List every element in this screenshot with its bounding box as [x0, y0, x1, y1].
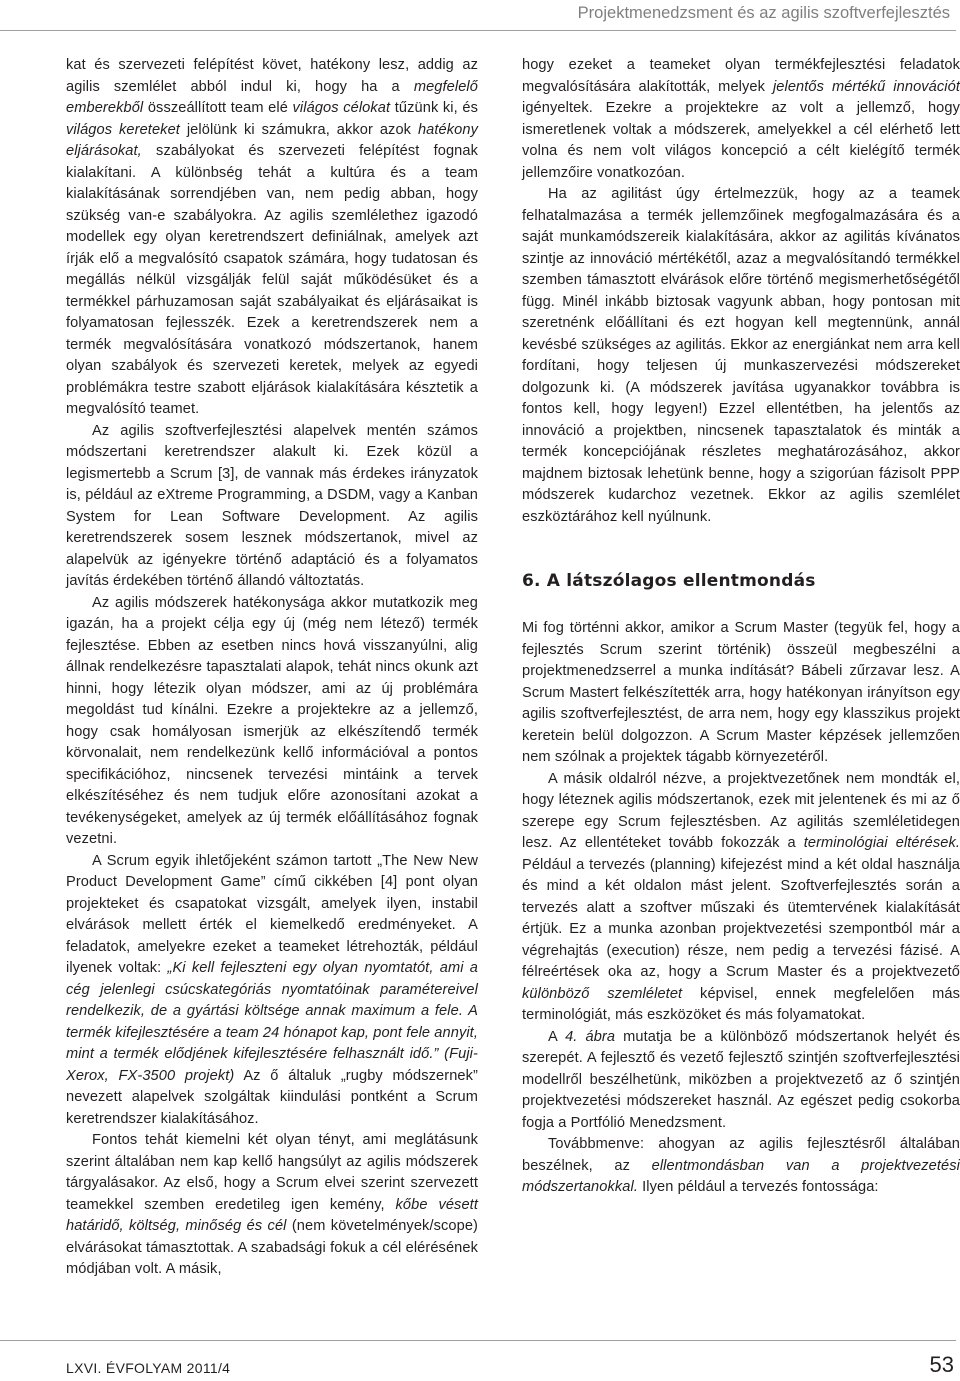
paragraph: [522, 1027, 960, 1135]
paragraph: [66, 593, 478, 851]
text-run: szabályokat és szervezeti felépítést fognak kialakítani. A különbség tehát a kultúra és a team kialakításának sorrendjében van, nem pedig abban, hogy szükség van-e szabályokra. Az agilis szemlélethez igazodó modellek egy olyan keretrendszert definiálnak, amelyek azt írják elő a megvalósító csapatok számára, hogy tudatosan és megállás nélkül vizsgálják felül saját működésüket és a termékkel párhuzamosan saját szabályaikat és eljárásaikat is folyamatosan fejlesszék. Ezek a keretrendszerek nem a termék megvalósítására vonatkozó módszertanok, hanem olyan szabályok és szervezeti keretek, melyek az egyedi problémákra testre szabott eljárások kialakítására késztetik a megvalósító teamet.: [66, 143, 478, 417]
paragraph: [522, 1134, 960, 1199]
text-run: Mi fog történni akkor, amikor a Scrum Master (tegyük fel, hogy a fejlesztés Scrum szerint történik) összeül megbeszélni a projektmenedzserrel a munka indítását? Bábeli zűrzavar lesz. A Scrum Mastert felkészítették arra, hogy hatékonyan irányítson egy agilis szoftverfejlesztést, de arra nem, hogy egy klasszikus projekt keretein belül dolgozzon. A Scrum Master képzések jellemzően nem szólnak a projektek tágabb környezetéről.: [522, 620, 960, 765]
text-run: összeállított team elé: [143, 100, 293, 116]
paragraph: [66, 421, 478, 593]
text-run: Az agilis szoftverfejlesztési alapelvek mentén számos módszertani keretrendszer alakult ki. Ezek közül a legismertebb a Scrum [3], de vannak más érdekes irányzatok is, például az eXtreme Programming, a DSDM, vagy a Kanban System for Lean Software Development. Az agilis keretrendszerek sosem lesznek módszertanok, mivel az alapelvük az igényekre történő adaptáció és a folyamatos javítás érdekében történő állandó változtatás.: [66, 422, 478, 589]
italic-run: világos kereteket: [66, 121, 180, 138]
text-run: mutatja be a különböző módszertanok helyét és szerepét. A fejlesztő és vezető fejlesztő szintjén szoftverfejlesztési modellről beszélhetünk, miközben a projektvezető az ő szintjén projektvezetési módszereket használ. Az egészet pedig csokorba fogja a Portfólió Menedzsment.: [522, 1028, 960, 1131]
page-number: 53: [929, 1352, 954, 1377]
text-run: hogy ezeket a teameket olyan termékfejlesztési feladatok megvalósítására alakították, melyek: [522, 57, 960, 95]
italic-run: megfelelő emberekből: [66, 78, 478, 116]
text-run: képvisel, ennek megfelelően más terminológiát, más eszközöket és más folyamatokat.: [522, 985, 960, 1023]
paragraph: [66, 55, 478, 421]
paragraph: [66, 1130, 478, 1281]
text-run: Ha az agilitást úgy értelmezzük, hogy az a teamek felhatalmazása a termék jellemzőinek megfogalmazására és a saját munkamódszereik kialakítására, akkor az agilitás kívánatos szintje az innováció mértékétől, azaz a megvalósítandó termékkel szemben támasztott elvárások előre történő megismerhetőségétől függ. Minél inkább biztosak vagyunk abban, hogy pontosan mit szeretnénk előállítani és ezt hogyan kell megtennünk, annál kevésbé szükséges az agilitás. Ekkor az energiánkat nem arra kell fordítani, hogy teljesen új munkaszervezési módszereket dolgozunk ki. (A módszerek javítása ugyanakkor továbbra is fontos kell, hogy legyen!) Ezzel ellentétben, ha jelentős az innováció a projektben, nincsenek tapasztalatok és minták a termék koncepciójának részletes meghatározásához, akkor majdnem biztosak lehetünk benne, hogy a szigorúan fázisolt PPP módszerek kudarchoz vezetnek. Ekkor az agilis szemlélet eszköztárához kell nyúlnunk.: [522, 186, 960, 525]
text-run: Ilyen például a tervezés fontossága:: [637, 1179, 879, 1195]
italic-run: terminológiai eltérések.: [803, 835, 960, 851]
text-run: Az agilis módszerek hatékonysága akkor mutatkozik meg igazán, ha a projekt célja egy új (még nem létező) termék fejlesztése. Ebben az esetben nincs hová visszanyúlni, alig állnak rendelkezésre tapasztalati alapok, tehát nincs okunk azt hinni, hogy létezik olyan módszer, ami az új problémára megoldást tud kínálni. Ezekre a projektekre az a jellemző, hogy csak homályosan ismerjük az elkészítendő termék körvonalait, nem rendelkezünk kellő információval a pontos specifikációhoz, nincsenek tervezési mintáink a tervek elkészítéséhez és nem tudjuk előre azonosítani azokat a tevékenységeket, amelyek az új termék előállításához fognak vezetni.: [66, 594, 478, 847]
header-divider: [0, 30, 956, 31]
text-run: Fontos tehát kiemelni két olyan tényt, ami meglátásunk szerint általában nem kap kellő hangsúlyt az agilis módszerek tárgyalásakor. Az első, hogy a Scrum elvei szerint szervezett teamekkel szemben eredetileg igen kemény,: [66, 1132, 478, 1213]
text-run: Például a tervezés (planning) kifejezést mind a két oldal használja és mind a két oldalon mást jelent. Szoftverfejlesztés során a tervezés alatt a szoftver műszaki és ütemtervének kialakítását értjük. Ez a munka azonban projektvezetési szempontból már a végrehajtás (execution) része, nem pedig a tervezési fázisé. A félreértések oka az, hogy a Scrum Master és a projektvezető: [522, 856, 960, 980]
running-title: Projektmenedzsment és az agilis szoftverfejlesztés: [577, 4, 950, 22]
paragraph: [522, 769, 960, 1027]
text-run: kat és szervezeti felépítést követ, hatékony lesz, addig az agilis szemlélet abból indul ki, hogy ha a: [66, 57, 478, 95]
italic-run: hatékony eljárásokat,: [66, 121, 478, 159]
text-run: jelölünk ki számukra, akkor azok: [179, 121, 418, 138]
italic-run: jelentős mértékű innovációt: [772, 78, 960, 95]
italic-run: ellentmondásban van a projektvezetési módszertanokkal.: [522, 1157, 960, 1195]
text-run: Továbbmenve: ahogyan az agilis fejlesztésről általában beszélnek, az: [522, 1136, 960, 1174]
text-run: igényeltek. Ezekre a projektekre az volt a jellemző, hogy ismeretlenek voltak a módszerek, amelyekkel a cél elérhető lett volna és nem volt világos koncepció a célt kielégítő termék jellemzőire vonatkozóan.: [522, 100, 960, 181]
text-run: A: [548, 1028, 566, 1045]
footer-divider: [0, 1340, 956, 1341]
right-column: [522, 55, 960, 1199]
text-run: (nem követelmények/scope) elvárásokat támasztottak. A szabadsági fokuk a cél elérésének módjában volt. A másik,: [66, 1218, 479, 1277]
italic-run: kőbe vésett határidő, költség, minőség és cél: [66, 1196, 478, 1234]
paragraph: [66, 851, 478, 1131]
paragraph: [522, 184, 960, 528]
section-heading: 6. A látszólagos ellentmondás: [522, 571, 816, 591]
paragraph: [522, 618, 960, 769]
italic-run: különböző szemléletet: [522, 985, 683, 1002]
left-column: [66, 55, 478, 1281]
text-run: Az ő általuk „rugby módszernek” nevezett alapelvek szolgáltak kiindulási pontként a Scrum keretrendszer kialakításához.: [66, 1067, 478, 1127]
italic-run: 4. ábra: [565, 1028, 616, 1045]
journal-issue: LXVI. ÉVFOLYAM 2011/4: [66, 1360, 231, 1376]
text-run: A másik oldalról nézve, a projektvezetőnek nem mondták el, hogy léteznek agilis módszertanok, ezek mit jelentenek és mi az ő szerepe egy Scrum fejlesztésben. Az agilitás szemléletidegen lesz. Az ellentéteket tovább fokozzák a: [522, 770, 960, 851]
text-run: tűzünk ki, és: [390, 100, 478, 116]
italic-run: „Ki kell fejleszteni egy olyan nyomtatót, ami a cég jelenlegi csúcskategóriás nyomtatóinak paramétereivel rendelkezik, de a gyártási költsége annak maximum a fele. A termék kifejlesztésére a team 24 hónapot kap, pont fele annyit, mint a termék elődjének kifejlesztésére felhasznált idő.” (Fuji-Xerox, FX-3500 projekt): [66, 960, 478, 1084]
italic-run: világos célokat: [292, 100, 391, 116]
paragraph: [522, 55, 960, 184]
text-run: A Scrum egyik ihletőjeként számon tartott „The New New Product Development Game” című cikkében [4] pont olyan projekteket és csapatokat vizsgált, amelyek ilyen, instabil elvárások mellett érték el kiemelkedő eredményeket. A feladatok, amelyekre ezeket a teameket létrehozták, például ilyenek voltak:: [66, 852, 478, 976]
